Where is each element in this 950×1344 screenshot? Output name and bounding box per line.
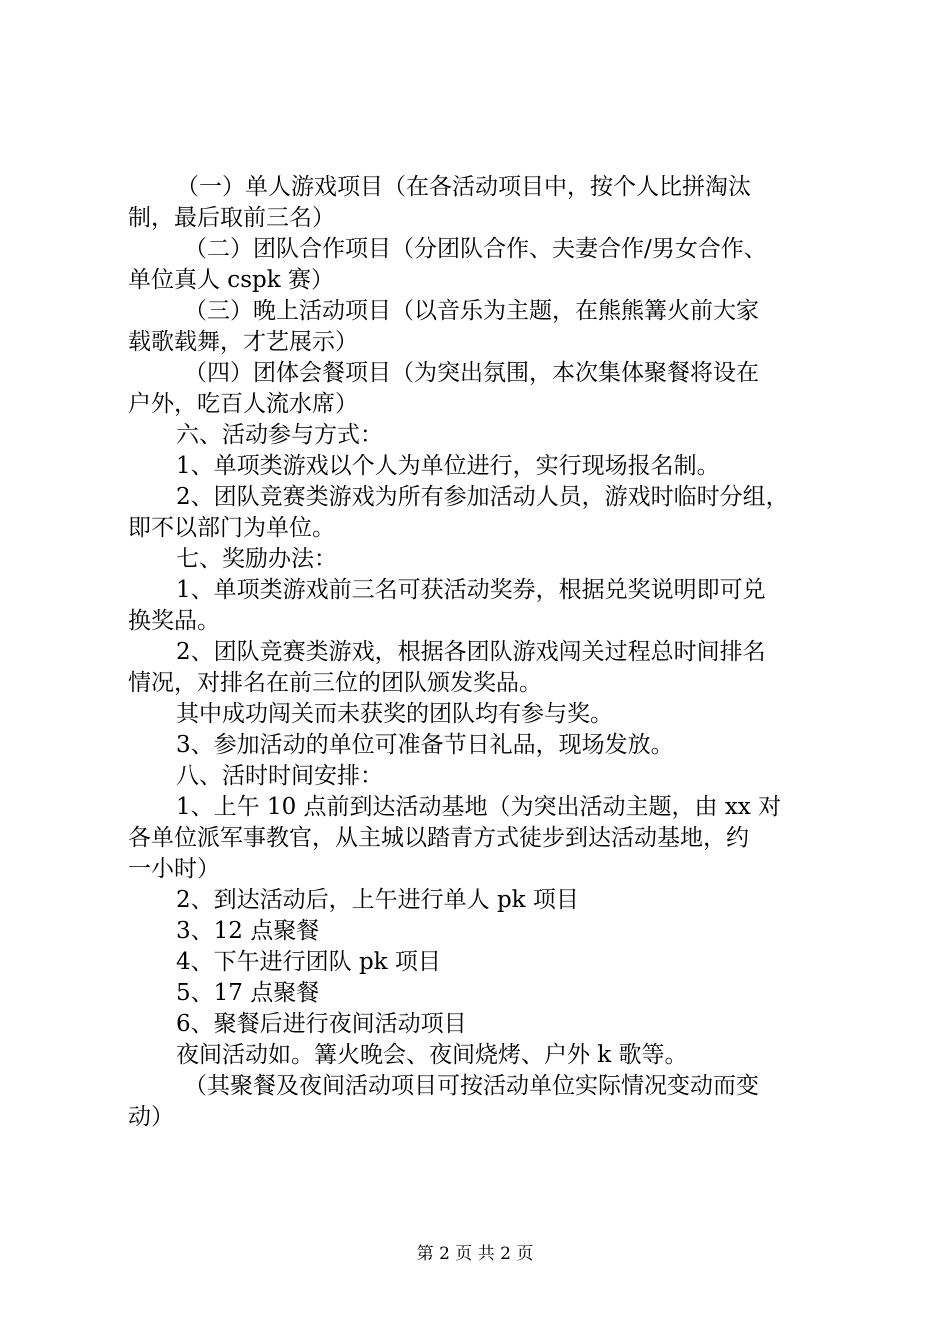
paragraph-line: 2、到达活动后，上午进行单人 pk 项目 <box>176 887 579 913</box>
paragraph <box>128 172 834 234</box>
page-number-label: 第 2 页 共 2 页 <box>416 1244 534 1264</box>
paragraph-line: 1、单项类游戏以个人为单位进行，实行现场报名制。 <box>176 453 720 479</box>
paragraph-line: 4、下午进行团队 pk 项目 <box>176 949 441 975</box>
paragraph <box>128 296 834 358</box>
paragraph-line: 七、奖励办法： <box>176 546 337 572</box>
paragraph <box>128 544 834 575</box>
paragraph <box>128 1009 834 1040</box>
paragraph <box>128 978 834 1009</box>
paragraph-line: 一小时） <box>128 856 220 882</box>
paragraph-line: 动） <box>128 1104 174 1130</box>
paragraph-line: 1、单项类游戏前三名可获活动奖券，根据兑奖说明即可兑 <box>176 577 766 603</box>
paragraph-line: （三）晚上活动项目（以音乐为主题，在熊熊篝火前大家 <box>184 298 759 324</box>
paragraph <box>128 699 834 730</box>
paragraph <box>128 792 834 885</box>
paragraph-line: 八、活时时间安排： <box>176 763 383 789</box>
paragraph <box>128 916 834 947</box>
paragraph-line: 3、参加活动的单位可准备节日礼品，现场发放。 <box>176 732 674 758</box>
paragraph <box>128 1071 834 1133</box>
paragraph-line: （一）单人游戏项目（在各活动项目中，按个人比拼淘汰 <box>176 174 751 200</box>
paragraph <box>128 947 834 978</box>
paragraph-line: 夜间活动如。篝火晚会、夜间烧烤、户外 k 歌等。 <box>176 1042 688 1068</box>
paragraph <box>128 482 834 544</box>
paragraph <box>128 575 834 637</box>
paragraph-line: 载歌载舞，才艺展示） <box>128 329 358 355</box>
page-footer <box>0 1243 950 1265</box>
paragraph-line: 2、团队竞赛类游戏，根据各团队游戏闯关过程总时间排名 <box>176 639 766 665</box>
paragraph-line: 即不以部门为单位。 <box>128 515 335 541</box>
paragraph-line: 单位真人 cspk 赛） <box>128 267 334 293</box>
paragraph-line: 其中成功闯关而未获奖的团队均有参与奖。 <box>176 701 613 727</box>
paragraph-line: 各单位派军事教官，从主城以踏青方式徒步到达活动基地，约 <box>128 825 749 851</box>
paragraph <box>128 885 834 916</box>
paragraph <box>128 1040 834 1071</box>
paragraph-line: （其聚餐及夜间活动项目可按活动单位实际情况变动而变 <box>184 1073 759 1099</box>
paragraph-line: 换奖品。 <box>128 608 220 634</box>
paragraph-line: 2、团队竞赛类游戏为所有参加活动人员，游戏时临时分组， <box>176 484 789 510</box>
paragraph-line: 5、17 点聚餐 <box>176 980 320 1006</box>
paragraph <box>128 761 834 792</box>
paragraph <box>128 637 834 699</box>
document-body <box>128 172 834 1133</box>
paragraph <box>128 730 834 761</box>
paragraph-line: 1、上午 10 点前到达活动基地（为突出活动主题，由 xx 对 <box>176 794 782 820</box>
paragraph-line: 6、聚餐后进行夜间活动项目 <box>176 1011 467 1037</box>
paragraph <box>128 234 834 296</box>
paragraph-line: 情况，对排名在前三位的团队颁发奖品。 <box>128 670 542 696</box>
paragraph-line: 户外，吃百人流水席） <box>128 391 358 417</box>
paragraph <box>128 420 834 451</box>
paragraph-line: 制，最后取前三名） <box>128 205 335 231</box>
paragraph <box>128 358 834 420</box>
paragraph-line: （二）团队合作项目（分团队合作、夫妻合作/男女合作、 <box>184 236 767 262</box>
paragraph <box>128 451 834 482</box>
paragraph-line: （四）团体会餐项目（为突出氛围，本次集体聚餐将设在 <box>184 360 759 386</box>
paragraph-line: 六、活动参与方式： <box>176 422 383 448</box>
paragraph-line: 3、12 点聚餐 <box>176 918 320 944</box>
